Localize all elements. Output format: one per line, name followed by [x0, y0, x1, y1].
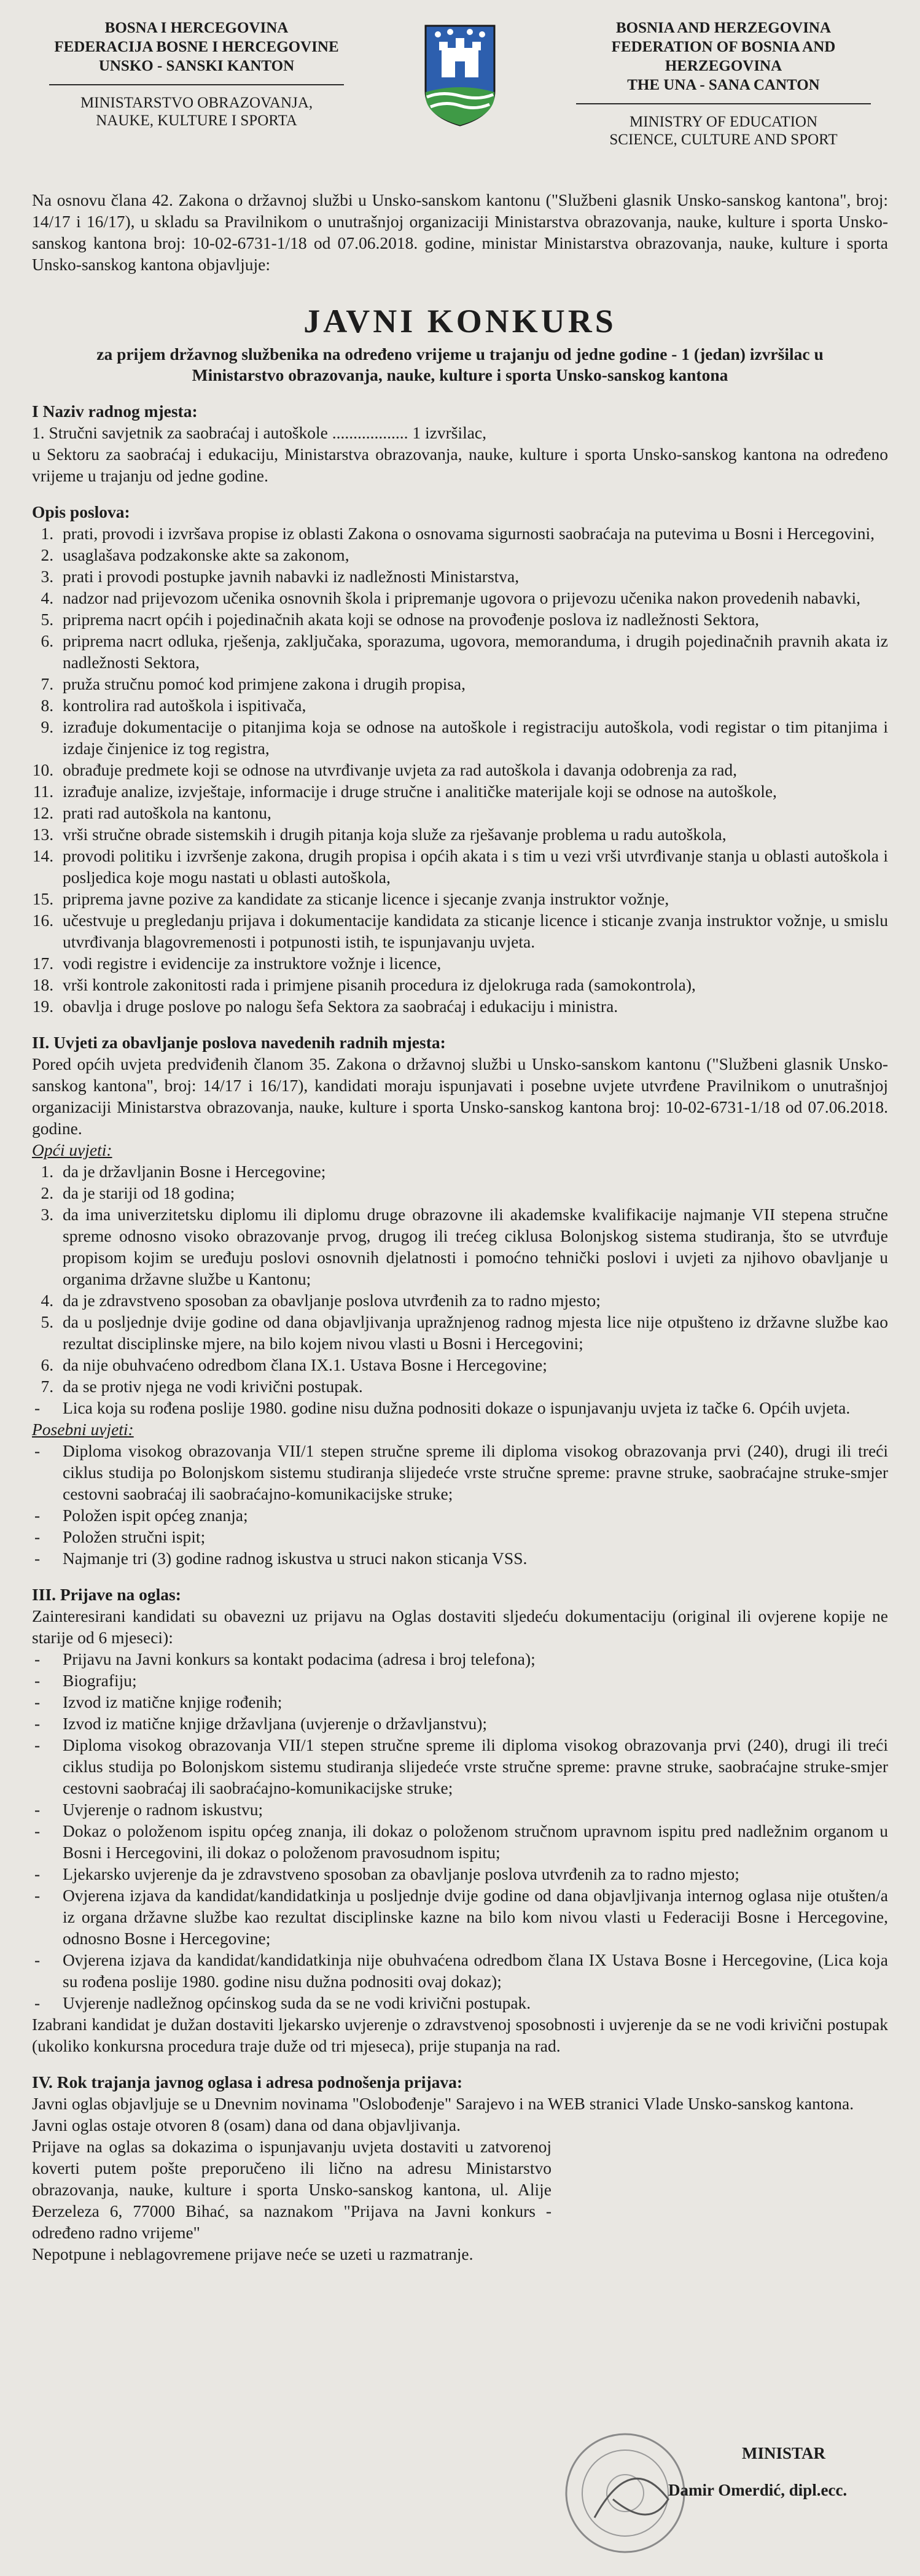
list-item: 17. vodi registre i evidencije za instruktore vožnje i licence,: [58, 952, 888, 974]
list-item: - Diploma visokog obrazovanja VII/1 stepen stručne spreme ili diploma visokog obrazovanja prvi (240), drugi ili treći ciklus studija po Bolonjskom sistemu studiranja slijedeće vrste stručne spreme: pravne struke, saobraćajne struke-smjer cestovni saobraćaj ili saobraćajno-komunikacijske struke;: [58, 1440, 888, 1504]
position-title: 1. Stručni savjetnik za saobraćaj i autoškole .................. 1 izvršilac,: [32, 423, 487, 442]
list-item: - Dokaz o položenom ispitu općeg znanja, ili dokaz o položenom stručnom upravnom ispitu pred nadležnim organom u Bosni i Hercegovini, ili dokaz o položenom pravosudnom ispitu;: [58, 1820, 888, 1863]
deadline-line: Javni oglas ostaje otvoren 8 (osam) dana od dana objavljivanja.: [32, 2115, 461, 2134]
letterhead-right-line: BOSNIA AND HERZEGOVINA: [615, 20, 832, 36]
ministry-name-local: MINISTARSTVO OBRAZOVANJA,: [80, 95, 313, 111]
list-item: 16. učestvuje u pregledanju prijava i dokumentacije kandidata za sticanje licence i sticanje zvanja instruktor vožnje, u smislu utvrđivanja blagovremenosti i potpunosti istih, te ispunjavanju uvjeta.: [58, 909, 888, 952]
section-heading-position: I Naziv radnog mjesta:: [32, 402, 198, 421]
general-conditions-note: - Lica koja su rođena poslije 1980. godine nisu dužna podnositi dokaze o ispunjavanju uvjeta iz tačke 6. Općih uvjeta.: [58, 1397, 888, 1418]
list-item: 7. pruža stručnu pomoć kod primjene zakona i drugih propisa,: [58, 673, 888, 695]
list-item: - Izvod iz matične knjige rođenih;: [58, 1691, 888, 1713]
position-description: u Sektoru za saobraćaj i edukaciju, Ministarstva obrazovanja, nauke, kulture i sporta Unsko-sanskog kantona na određeno vrijeme u trajanju od jedne godine.: [32, 445, 888, 485]
applications-intro: Zainteresirani kandidati su obavezni uz prijavu na Oglas dostaviti sljedeću dokumentaciju (original ili ovjerene kopije ne starije od 6 mjeseci):: [32, 1606, 888, 1647]
list-item: 4. da je zdravstveno sposoban za obavljanje poslova utvrđenih za to radno mjesto;: [58, 1290, 888, 1311]
list-item: 1. prati, provodi i izvršava propise iz oblasti Zakona o osnovama sigurnosti saobraćaja na putevima u Bosni i Hercegovini,: [58, 523, 888, 544]
document-subtitle: za prijem državnog službenika na određeno vrijeme u trajanju od jedne godine - 1 (jedan) izvršilac u Ministarstvo obrazovanja, nauke, kulture i sporta Unsko-sanskog kantona: [96, 344, 824, 384]
list-item: 8. kontrolira rad autoškola i ispitivača,: [58, 695, 888, 716]
list-item: 3. da ima univerzitetsku diplomu ili diplomu druge obrazovne ili akademske kvalifikacije najmanje VII stepena stručne spreme odnosno visoko obrazovanje prvog, drugog ili trećeg ciklusa Bolonjskog sistema studiranja, što se utvrđuje propisom kojim se uređuju poslovi osnovnih djelatnosti i pomoćno tehnički poslovi i uvjeti za njihovo obavljanje u organima državne službe u Kantonu;: [58, 1204, 888, 1290]
list-item: 14. provodi politiku i izvršenje zakona, drugih propisa i općih akata i s tim u vezi vrši utvrđivanje stanja u oblasti autoškola i posljedica koje mogu nastati u oblasti autoškola,: [58, 845, 888, 888]
list-item: - Izvod iz matične knjige državljana (uvjerenje o državljanstvu);: [58, 1713, 888, 1734]
duties-list: [25, 523, 895, 1017]
list-item: 6. da nije obuhvaćeno odredbom člana IX.1. Ustava Bosne i Hercegovine;: [58, 1354, 888, 1376]
section-heading-duties: Opis poslova:: [32, 502, 130, 521]
list-item: - Ljekarsko uvjerenje da je zdravstveno sposoban za obavljanje poslova utvrđenih za to radno mjesto;: [58, 1863, 888, 1885]
deadline-line: Javni oglas objavljuje se u Dnevnim novinama "Oslobođenje" Sarajevo i na WEB stranici Vlade Unsko-sanskog kantona.: [32, 2094, 854, 2113]
list-item: 6. priprema nacrt odluka, rješenja, zaključaka, sporazuma, ugovora, memoranduma, i drugih pojedinačnih pravnih akata iz nadležnosti Sektora,: [58, 630, 888, 673]
deadline-line: Nepotpune i neblagovremene prijave neće se uzeti u razmatranje.: [32, 2244, 474, 2263]
letterhead-right: [552, 18, 895, 149]
list-item: - Uvjerenje nadležnog općinskog suda da se ne vodi krivični postupak.: [58, 1992, 888, 2014]
list-item: 7. da se protiv njega ne vodi krivični postupak.: [58, 1376, 888, 1397]
letterhead-left: [25, 18, 368, 130]
intro-paragraph: Na osnovu člana 42. Zakona o državnoj službi u Unsko-sanskom kantonu ("Službeni glasnik Unsko-sanskog kantona", broj: 14/17 i 16/17), u skladu sa Pravilnikom o unutrašnjoj organizaciji Ministarstva obrazovanja, nauke, kulture i sporta Unsko-sanskog kantona broj: 10-02-6731-1/18 od 07.06.2018. godine, ministar Ministarstva obrazovanja, nauke, kulture i sporta Unsko-sanskog kantona objavljuje:: [32, 190, 888, 274]
general-conditions-heading: Opći uvjeti:: [32, 1140, 112, 1159]
list-item: - Diploma visokog obrazovanja VII/1 stepen stručne spreme ili diploma visokog obrazovanja prvi (240), drugi ili treći ciklus studija po Bolonjskom sistemu studiranja slijedeće vrste stručne spreme: pravne struke, saobraćajne struke-smjer cestovni saobraćaj ili saobraćajno-komunikacijske struke;: [58, 1734, 888, 1799]
letterhead-right-line: THE UNA - SANA CANTON: [627, 77, 820, 93]
list-item: - Ovjerena izjava da kandidat/kandidatkinja u posljednje dvije godine od dana objavljivanja internog oglasa nije otušten/a iz organa državne službe kao rezultat disciplinske kazne na bilo kom nivou vlasti u Federaciji Bosne i Hercegovine, odnosno Bosne i Hercegovine;: [58, 1885, 888, 1949]
conditions-intro: Pored općih uvjeta predviđenih članom 35. Zakona o državnoj službi u Unsko-sanskom kantonu ("Službeni glasnik Unsko-sanskog kantona", broj: 14/17 i 16/17), kandidati moraju ispunjavati i posebne uvjete utvrđene Pravilnikom o unutrašnjoj organizaciji Ministarstva obrazovanja, nauke, kulture i sporta Unsko-sanskog kantona broj: 10-02-6731-1/18 od 07.06.2018. godine.: [32, 1054, 888, 1138]
list-item: 13. vrši stručne obrade sistemskih i drugih pitanja koja služe za rješavanje problema u radu autoškola,: [58, 823, 888, 845]
letterhead-divider: [49, 84, 344, 85]
canton-crest: [414, 18, 506, 128]
ministry-name-english: SCIENCE, CULTURE AND SPORT: [609, 131, 838, 148]
letterhead-right-line: FEDERATION OF BOSNIA AND HERZEGOVINA: [611, 39, 836, 74]
submission-address: Prijave na oglas sa dokazima o ispunjavanju uvjeta dostaviti u zatvorenoj koverti putem pošte preporučeno ili lično na adresu Ministarstvo obrazovanja, nauke, kulture i sporta Unsko-sanskog kantona, ul. Alije Đerzeleza 6, 77000 Bihać, sa naznakom "Prijava na Javni konkurs - određeno radno vrijeme": [32, 2137, 552, 2242]
section-heading-conditions: II. Uvjeti za obavljanje poslova navedenih radnih mjesta:: [32, 1033, 446, 1052]
list-item: 5. da u posljednje dvije godine od dana objavljivanja upražnjenog radnog mjesta lice nije otpušteno iz državne službe kao rezultat disciplinske mjere, na bilo kojem nivou vlasti u Bosni i Hercegovini;: [58, 1311, 888, 1354]
signatory-title: MINISTAR: [742, 2444, 826, 2462]
ministry-name-english: MINISTRY OF EDUCATION: [629, 114, 818, 130]
list-item: - Položen stručni ispit;: [58, 1526, 888, 1547]
list-item: 15. priprema javne pozive za kandidate za sticanje licence i sjecanje zvanja instruktor vožnje,: [58, 888, 888, 909]
letterhead: [25, 18, 895, 172]
list-item: - Biografiju;: [58, 1670, 888, 1691]
document-title: JAVNI KONKURS: [303, 303, 617, 340]
list-item: 11. izrađuje analize, izvještaje, informacije i druge stručne i analitičke materijale koji se odnose na autoškole,: [58, 780, 888, 802]
list-item: 12. prati rad autoškola na kantonu,: [58, 802, 888, 823]
section-heading-applications: III. Prijave na oglas:: [32, 1585, 181, 1604]
list-item: 2. da je stariji od 18 godina;: [58, 1182, 888, 1204]
list-item: 10. obrađuje predmete koji se odnose na utvrđivanje uvjeta za rad autoškola i davanja odobrenja za rad,: [58, 759, 888, 780]
list-item: 5. priprema nacrt općih i pojedinačnih akata koji se odnose na provođenje poslova iz nadležnosti Sektora,: [58, 609, 888, 630]
applications-outro: Izabrani kandidat je dužan dostaviti ljekarsko uvjerenje o zdravstvenoj sposobnosti i uvjerenje da se ne vodi krivični postupak (ukoliko konkursna procedura traje duže od tri mjeseca), prije stupanja na rad.: [32, 2015, 888, 2055]
list-item: - Prijavu na Javni konkurs sa kontakt podacima (adresa i broj telefona);: [58, 1648, 888, 1670]
list-item: - Ovjerena izjava da kandidat/kandidatkinja nije obuhvaćena odredbom člana IX Ustava Bosne i Hercegovine, (Lica koja su rođena poslije 1980. godine nisu dužna podnositi ovaj dokaz);: [58, 1949, 888, 1992]
letterhead-left-line: FEDERACIJA BOSNE I HERCEGOVINE: [54, 39, 339, 55]
letterhead-divider: [576, 103, 871, 104]
list-item: 2. usaglašava podzakonske akte sa zakonom,: [58, 544, 888, 566]
signature-block: [558, 2438, 877, 2561]
special-conditions-list: [25, 1440, 895, 1569]
list-item: - Položen ispit općeg znanja;: [58, 1504, 888, 1526]
ministry-name-local: NAUKE, KULTURE I SPORTA: [96, 112, 297, 129]
list-item: 4. nadzor nad prijevozom učenika osnovnih škola i pripremanje ugovora o prijevozu učenika nakon provedenih nabavki,: [58, 587, 888, 609]
list-item: 19. obavlja i druge poslove po nalogu šefa Sektora za saobraćaj i edukaciju i ministra.: [58, 995, 888, 1017]
required-documents-list: [25, 1648, 895, 2014]
list-item: - Najmanje tri (3) godine radnog iskustva u struci nakon sticanja VSS.: [58, 1547, 888, 1569]
general-conditions-list: [25, 1161, 895, 1397]
list-item: 1. da je državljanin Bosne i Hercegovine;: [58, 1161, 888, 1182]
section-heading-deadline: IV. Rok trajanja javnog oglasa i adresa podnošenja prijava:: [32, 2072, 463, 2092]
letterhead-left-line: UNSKO - SANSKI KANTON: [98, 58, 295, 74]
list-item: 9. izrađuje dokumentacije o pitanjima koja se odnose na autoškole i registraciju autoškola, vodi registar o tim pitanjima i izdaje činjenice iz tog registra,: [58, 716, 888, 759]
special-conditions-heading: Posebni uvjeti:: [32, 1420, 134, 1439]
list-item: 3. prati i provodi postupke javnih nabavki iz nadležnosti Ministarstva,: [58, 566, 888, 587]
list-item: - Uvjerenje o radnom iskustvu;: [58, 1799, 888, 1820]
crest-icon: [423, 23, 497, 128]
signatory-name: Damir Omerdić, dipl.ecc.: [668, 2481, 848, 2499]
list-item: 18. vrši kontrole zakonitosti rada i primjene pisanih procedura iz djelokruga rada (samokontrola),: [58, 974, 888, 995]
letterhead-left-line: BOSNA I HERCEGOVINA: [104, 20, 289, 36]
